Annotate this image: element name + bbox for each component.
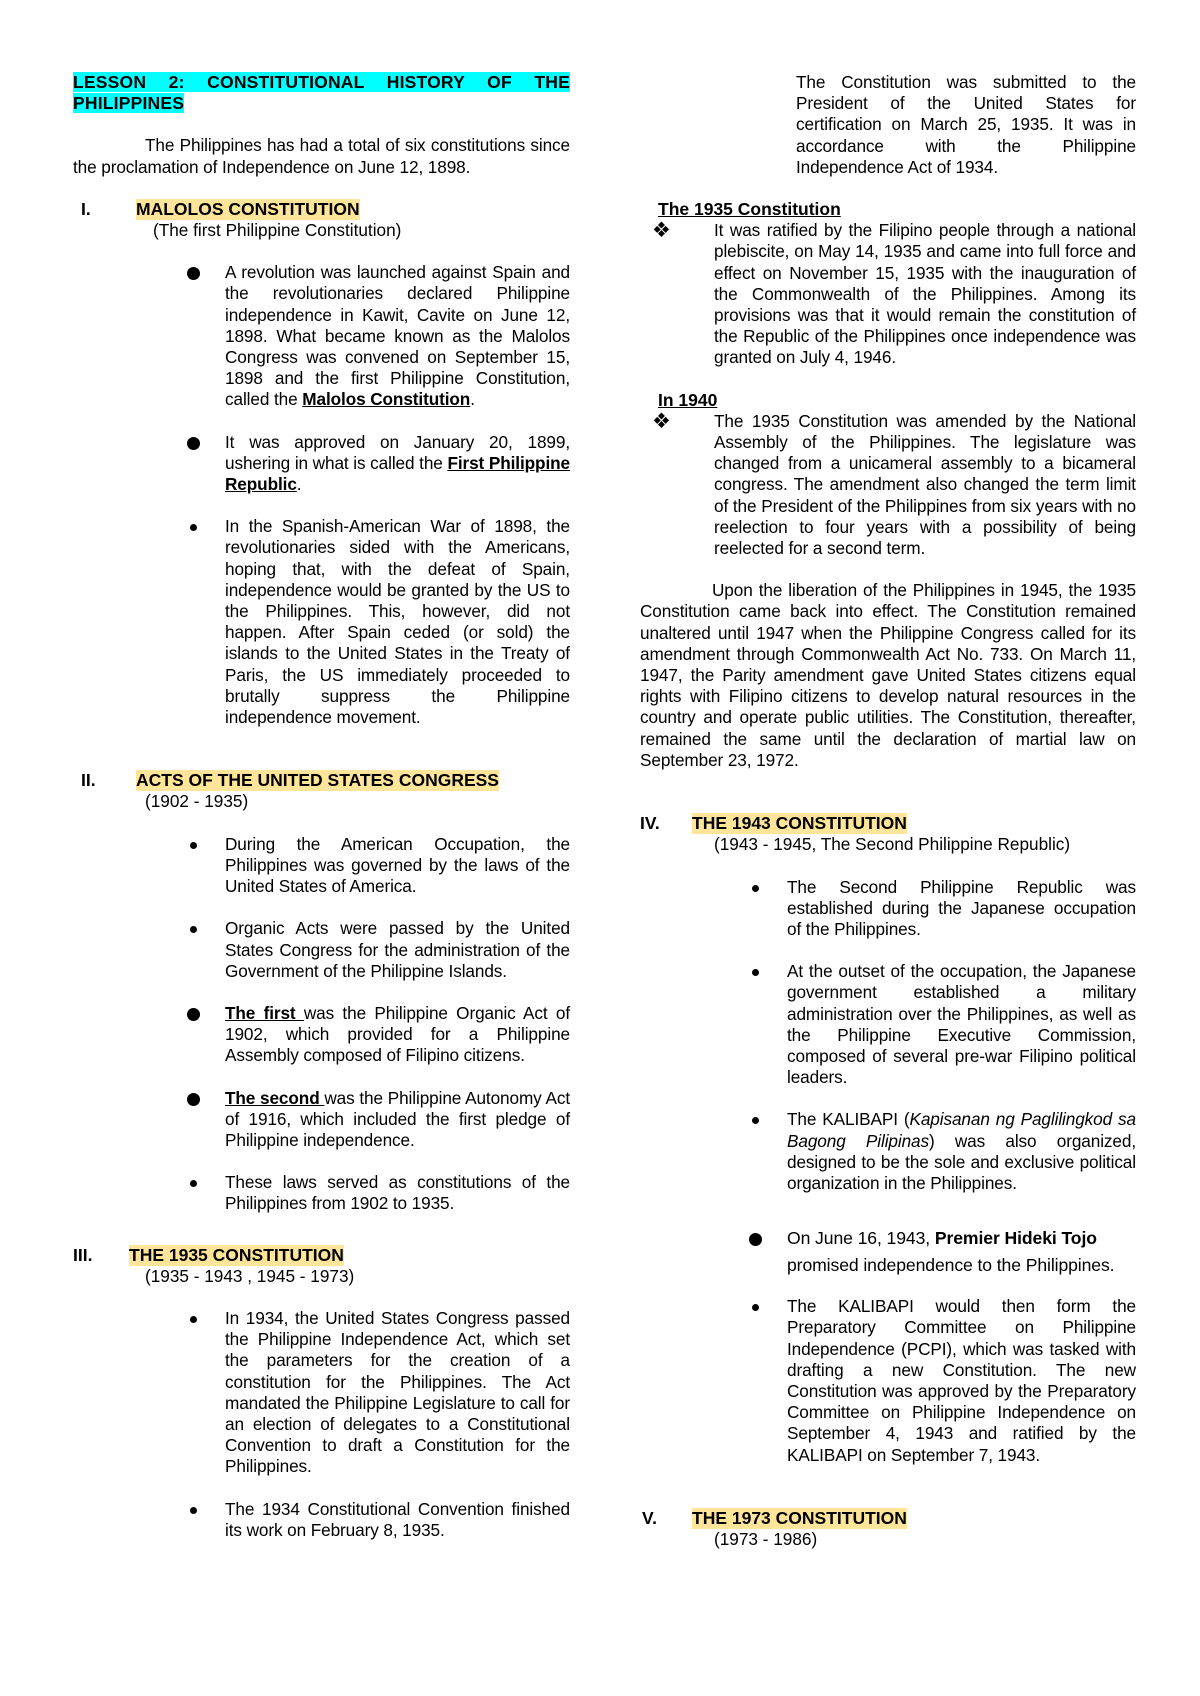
list-item (225, 432, 570, 496)
lesson-title-text: LESSON 2: CONSTITUTIONAL HISTORY OF THE PHILIPPINES (73, 72, 570, 114)
section-numeral: V. (642, 1507, 657, 1528)
list-item (225, 1499, 570, 1541)
section-subtitle: (1902 - 1935) (145, 791, 249, 812)
malolos-bullet-list (73, 262, 570, 728)
bullet-tail: . (470, 389, 475, 410)
diamond-item (640, 411, 1136, 559)
section-heading-1935 (73, 1245, 570, 1266)
section-title: THE 1943 CONSTITUTION (692, 813, 907, 834)
bullet-text: On June 16, 1943, (787, 1228, 935, 1249)
section-numeral: I. (81, 198, 91, 219)
list-item (225, 1308, 570, 1478)
section-numeral: II. (81, 770, 96, 791)
section-title: MALOLOS CONSTITUTION (136, 198, 360, 219)
bullet-text: The KALIBAPI would then form the Preparatory Committee on Philippine Independence (PCPI), which was tasked with drafting a new Constitution. The new Constitution was approved by the Preparatory Committee on Philippine Independence on September 4, 1943 and ratified by the KALIBAPI on September 7, 1943. (787, 1296, 1136, 1465)
section-subtitle: (1943 - 1945, The Second Philippine Republic) (714, 834, 1071, 855)
bullet-text: The 1934 Constitutional Convention finished its work on February 8, 1935. (225, 1498, 570, 1540)
subheading-text: The 1935 Constitution (658, 199, 841, 220)
diamond-item-text: It was ratified by the Filipino people through a national plebiscite, on May 14, 1935 and came into full force and effect on November 15, 1935 with the inauguration of the Commonwealth of the Philippines. Among its provisions was that it would remain the constitution of the Republic of the Philippines once independence was granted on July 4, 1946. (714, 220, 1136, 368)
subheading-text: In 1940 (658, 389, 718, 410)
left-column (73, 72, 570, 1541)
section-title: THE 1935 CONSTITUTION (129, 1244, 344, 1265)
bullet-text: At the outset of the occupation, the Japanese government established a military administration over the Philippines, as well as the Philippine Executive Commission, composed of several pre-war Filipino political leaders. (787, 961, 1136, 1088)
list-item (225, 1088, 570, 1152)
intro-paragraph: The Philippines has had a total of six constitutions since the proclamation of Independence on June 12, 1898. (73, 135, 570, 177)
list-item (787, 1109, 1136, 1194)
bullet-text: In 1934, the United States Congress passed the Philippine Independence Act, which set the parameters for the creation of a constitution for the Philippines. The Act mandated the Philippine Legislature to call for an election of delegates to a Constitutional Convention to draft a Constitution for the Philippines. (225, 1307, 570, 1477)
list-item (787, 1225, 1136, 1279)
list-item (787, 1296, 1136, 1466)
the-second-emphasis: The second (225, 1087, 325, 1108)
diamond-bullet-icon: ❖ (652, 409, 671, 433)
bullet-text: ) was also organized, designed to be the sole and exclusive political organization in the Philippines. (787, 1130, 1137, 1193)
list-item (225, 1172, 570, 1214)
constitution-1943-bullet-list (640, 877, 1136, 1466)
lesson-title (73, 72, 570, 114)
malolos-constitution-emphasis: Malolos Constitution (302, 389, 471, 410)
list-item (225, 918, 570, 982)
section-numeral: IV. (640, 813, 660, 834)
subheading-1935-constitution (640, 199, 1136, 220)
premier-tojo-name: Premier Hideki Tojo (934, 1228, 1097, 1249)
bullet-text: was the Philippine Autonomy Act of 1916, which included the first pledge of Philippine independence. (225, 1087, 571, 1150)
bullet-text: A revolution was launched against Spain and the revolutionaries declared Philippine independence in Kawit, Cavite on June 12, 1898. What became known as the Malolos Congress was convened on September 15, 1898 and the first Philippine Constitution, called the (225, 262, 570, 410)
bullet-text: In the Spanish-American War of 1898, the revolutionaries sided with the Americans, hoping that, with the defeat of Spain, independence would be granted by the US to the Philippines. This, however, did not happen. After Spain ceded (or sold) the islands to the United States in the Treaty of Paris, the US immediately proceeded to brutally suppress the Philippine independence movement. (225, 516, 570, 728)
right-column (640, 72, 1136, 1550)
diamond-item-text: The 1935 Constitution was amended by the National Assembly of the Philippines. The legislature was changed from a unicameral assembly to a bicameral congress. The amendment also changed the term limit of the President of the Philippines from six years with no reelection to four years with a possibility of being reelected for a second term. (714, 410, 1136, 559)
bullet-tail: . (296, 474, 302, 495)
constitution-1935-bullet-list (73, 1308, 570, 1541)
section-subtitle: (The first Philippine Constitution) (153, 220, 402, 241)
section-subtitle: (1973 - 1986) (714, 1528, 818, 1549)
bullet-text: It was approved on January 20, 1899, ushering in what is called the (225, 431, 570, 473)
section-heading-acts (73, 770, 570, 791)
list-item (225, 834, 570, 898)
section-numeral: III. (73, 1244, 93, 1265)
bullet-text: promised independence to the Philippines. (787, 1255, 1115, 1276)
list-item (225, 262, 570, 410)
diamond-bullet-icon: ❖ (652, 219, 671, 243)
section-heading-malolos (73, 199, 570, 220)
bullet-text: The Second Philippine Republic was established during the Japanese occupation of the Philippines. (787, 876, 1136, 939)
bullet-text: The KALIBAPI ( (787, 1109, 910, 1130)
the-first-emphasis: The first (225, 1002, 304, 1023)
section-title: THE 1973 CONSTITUTION (692, 1507, 907, 1528)
list-item (225, 516, 570, 728)
bullet-text: During the American Occupation, the Philippines was governed by the laws of the United States of America. (225, 833, 570, 897)
bullet-text: was the Philippine Organic Act of 1902, which provided for a Philippine Assembly composed of Filipino citizens. (225, 1002, 571, 1066)
list-item (787, 961, 1136, 1088)
acts-bullet-list (73, 834, 570, 1215)
subheading-in-1940 (640, 390, 1136, 411)
first-republic-emphasis: First Philippine Republic (225, 452, 570, 495)
list-item (225, 1003, 570, 1067)
section-heading-1943 (640, 813, 1136, 834)
kalibapi-full-name: Kapisanan ng Paglilingkod sa Bagong Pilipinas (787, 1109, 1136, 1151)
liberation-paragraph: Upon the liberation of the Philippines in 1945, the 1935 Constitution came back into effect. The Constitution remained unaltered until 1947 when the Philippine Congress called for its amendment through Commonwealth Act No. 733. On March 11, 1947, the Parity amendment gave United States citizens equal rights with Filipino citizens to develop natural resources in the country and operate public utilities. The Constitution, thereafter, remained the same until the declaration of martial law on September 23, 1972. (640, 580, 1136, 770)
diamond-item (640, 220, 1136, 368)
list-item (787, 877, 1136, 941)
section-title: ACTS OF THE UNITED STATES CONGRESS (136, 770, 499, 791)
bullet-continuation: The Constitution was submitted to the President of the United States for certification on March 25, 1935. It was in accordance with the Philippine Independence Act of 1934. (796, 72, 1136, 177)
bullet-text: Organic Acts were passed by the United States Congress for the administration of the Government of the Philippine Islands. (225, 918, 570, 981)
bullet-text: These laws served as constitutions of the Philippines from 1902 to 1935. (225, 1172, 570, 1214)
section-heading-1973 (640, 1508, 1136, 1529)
section-subtitle: (1935 - 1943 , 1945 - 1973) (145, 1265, 355, 1286)
